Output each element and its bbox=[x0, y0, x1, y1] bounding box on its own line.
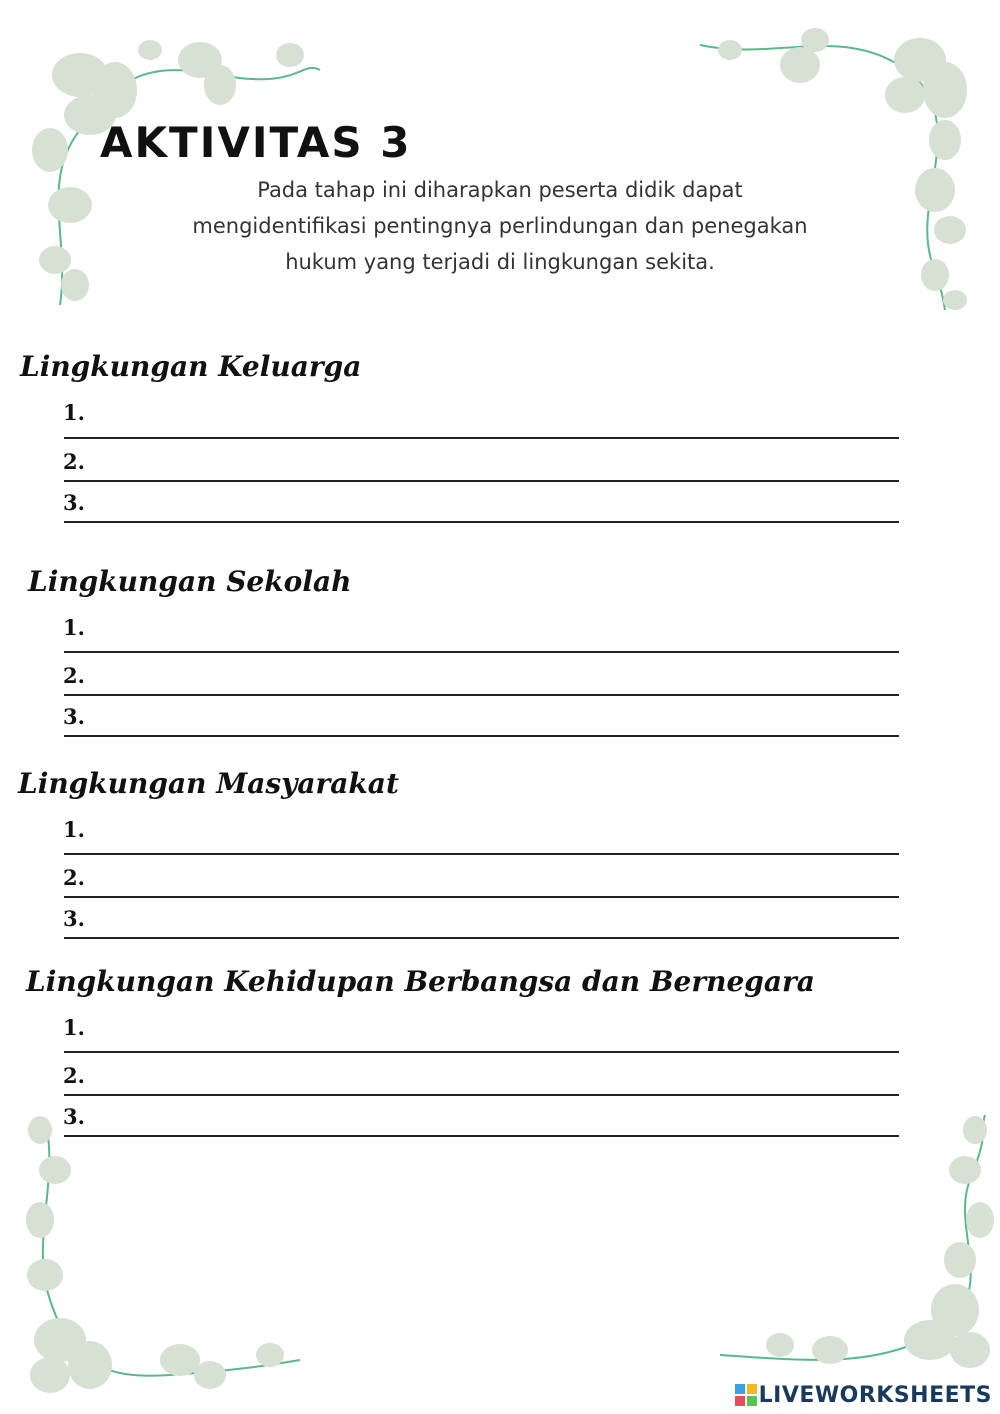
section-heading: Lingkungan Kehidupan Berbangsa dan Bernegara bbox=[26, 965, 815, 998]
answer-line-1[interactable] bbox=[64, 437, 899, 439]
answer-line-1[interactable] bbox=[64, 651, 899, 653]
item-number: 3. bbox=[63, 906, 85, 931]
intro-paragraph bbox=[120, 172, 880, 280]
answer-line-2[interactable] bbox=[64, 480, 899, 482]
answer-line-2[interactable] bbox=[64, 1094, 899, 1096]
item-number: 1. bbox=[63, 400, 85, 425]
section-heading: Lingkungan Masyarakat bbox=[18, 767, 399, 800]
item-number: 2. bbox=[63, 663, 85, 688]
section-heading: Lingkungan Keluarga bbox=[20, 350, 362, 383]
item-number: 2. bbox=[63, 1063, 85, 1088]
item-number: 2. bbox=[63, 865, 85, 890]
intro-line: Pada tahap ini diharapkan peserta didik dapat bbox=[257, 178, 743, 202]
bottom-right-floral-decoration bbox=[700, 1110, 1000, 1380]
intro-line: mengidentifikasi pentingnya perlindungan dan penegakan bbox=[192, 214, 808, 238]
item-number: 1. bbox=[63, 615, 85, 640]
item-number: 3. bbox=[63, 704, 85, 729]
answer-line-1[interactable] bbox=[64, 1051, 899, 1053]
bottom-left-floral-decoration bbox=[20, 1110, 320, 1400]
item-number: 3. bbox=[63, 1104, 85, 1129]
liveworksheets-logo-icon bbox=[735, 1384, 757, 1406]
item-number: 1. bbox=[63, 1015, 85, 1040]
liveworksheets-watermark bbox=[735, 1382, 992, 1408]
item-number: 3. bbox=[63, 490, 85, 515]
answer-line-2[interactable] bbox=[64, 896, 899, 898]
answer-line-3[interactable] bbox=[64, 1135, 899, 1137]
watermark-text: LIVEWORKSHEETS bbox=[758, 1382, 992, 1408]
item-number: 1. bbox=[63, 817, 85, 842]
answer-line-3[interactable] bbox=[64, 937, 899, 939]
page-title: AKTIVITAS 3 bbox=[100, 118, 412, 167]
answer-line-1[interactable] bbox=[64, 853, 899, 855]
answer-line-3[interactable] bbox=[64, 735, 899, 737]
section-heading: Lingkungan Sekolah bbox=[28, 565, 352, 598]
item-number: 2. bbox=[63, 449, 85, 474]
intro-line: hukum yang terjadi di lingkungan sekita. bbox=[285, 250, 715, 274]
answer-line-3[interactable] bbox=[64, 521, 899, 523]
answer-line-2[interactable] bbox=[64, 694, 899, 696]
